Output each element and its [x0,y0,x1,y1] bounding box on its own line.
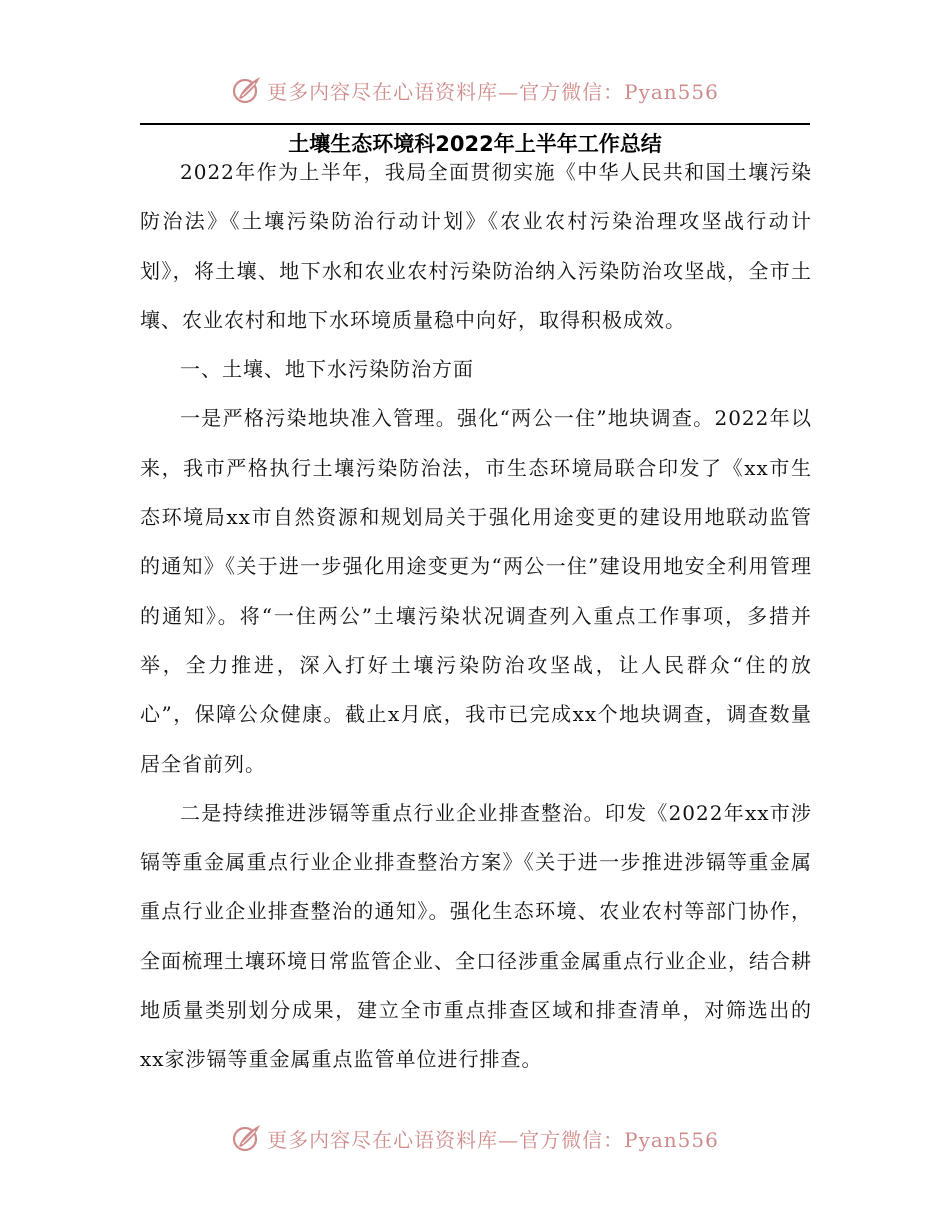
quill-logo-icon [231,1122,263,1154]
document-body [140,148,812,1085]
quill-logo-icon [231,74,263,106]
watermark-text-bottom: 更多内容尽在心语资料库—官方微信：Pyan556 [267,1127,719,1152]
header-rule [140,123,810,125]
watermark-banner-bottom [0,1118,950,1158]
paragraph-item-1: 一是严格污染地块准入管理。强化“两公一住”地块调查。2022年以来，我市严格执行土壤污染防治法，市生态环境局联合印发了《xx市生态环境局xx市自然资源和规划局关于强化用途变更的建设用地联动监管的通知》《关于进一步强化用途变更为“两公一住”建设用地安全利用管理的通知》。将“一住两公”土壤污染状况调查列入重点工作事项，多措并举，全力推进，深入打好土壤污染防治攻坚战，让人民群众“住的放心”，保障公众健康。截止x月底，我市已完成xx个地块调查，调查数量居全省前列。 [140,406,812,776]
paragraph-item-2: 二是持续推进涉镉等重点行业企业排查整治。印发《2022年xx市涉镉等重金属重点行业企业排查整治方案》《关于进一步推进涉镉等重金属重点行业企业排查整治的通知》。强化生态环境、农业农村等部门协作，全面梳理土壤环境日常监管企业、全口径涉重金属重点行业企业，结合耕地质量类别划分成果，建立全市重点排查区域和排查清单，对筛选出的xx家涉镉等重金属重点监管单位进行排查。 [140,800,812,1072]
watermark-banner-top [0,70,950,110]
watermark-text-top: 更多内容尽在心语资料库—官方微信：Pyan556 [267,79,719,104]
section-heading: 一、土壤、地下水污染防治方面 [180,357,474,382]
document-title: 土壤生态环境科2022年上半年工作总结 [288,132,662,156]
paragraph-intro: 2022年作为上半年，我局全面贯彻实施《中华人民共和国土壤污染防治法》《土壤污染防治行动计划》《农业农村污染治理攻坚战行动计划》，将土壤、地下水和农业农村污染防治纳入污染防治攻坚战，全市土壤、农业农村和地下水环境质量稳中向好，取得积极成效。 [140,160,812,332]
